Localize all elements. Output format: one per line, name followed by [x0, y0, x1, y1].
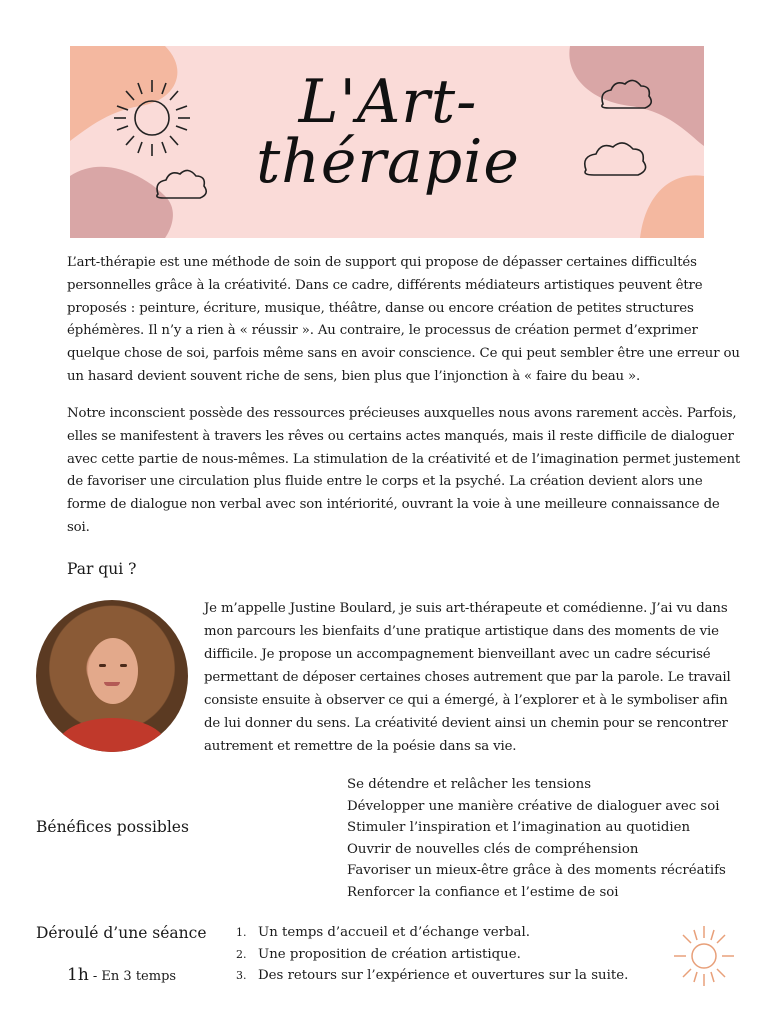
- step-number: 1.: [236, 926, 247, 939]
- banner-title: L'Art-thérapie: [256, 67, 520, 197]
- session-heading: Déroulé d’une séance: [36, 924, 207, 942]
- session-step: [236, 965, 628, 987]
- session-step: [236, 944, 628, 966]
- pink-blob: [70, 167, 173, 238]
- benefit-item: Développer une manière créative de dialoguer avec soi: [347, 798, 720, 814]
- benefit-item: Stimuler l’inspiration et l’imagination au quotidien: [347, 820, 691, 836]
- intro-paragraph-1: L’art-thérapie est une méthode de soin de support qui propose de dépasser certaines difficultés personnelles grâce à la créativité. Dans ce cadre, différents médiateurs artistiques peuvent être proposés : peinture, écriture, musique, théâtre, danse ou encore création de petites structures éphémères. Il n’y a rien à « réussir ». Au contraire, le processus de création permet d’exprimer quelque chose de soi, parfois même sans en avoir conscience. Ce qui peut sembler être une erreur ou un hasard devient souvent riche de sens, bien plus que l’injonction à « faire du beau ».: [67, 255, 740, 384]
- benefit-item: Se détendre et relâcher les tensions: [347, 777, 592, 792]
- avatar-mouth: [104, 682, 120, 686]
- benefit-item: Renforcer la confiance et l’estime de soi: [347, 884, 619, 900]
- about-heading: Par qui ?: [67, 560, 137, 578]
- benefits-heading: Bénéfices possibles: [36, 818, 189, 836]
- session-duration: [67, 965, 176, 985]
- session-steps: [236, 922, 628, 987]
- duration-value: 1h: [67, 965, 89, 985]
- avatar-face: [88, 638, 138, 704]
- duration-detail: - En 3 temps: [88, 969, 177, 984]
- benefit-item: Ouvrir de nouvelles clés de compréhension: [347, 841, 639, 857]
- step-number: 3.: [236, 969, 247, 983]
- avatar-shirt: [56, 718, 168, 752]
- step-text: Des retours sur l’expérience et ouvertures sur la suite.: [258, 968, 629, 984]
- benefits-list: [347, 774, 726, 904]
- about-paragraph: Je m’appelle Justine Boulard, je suis art-thérapeute et comédienne. J’ai vu dans mon parcours les bienfaits d’une pratique artistique dans des moments de vie difficile. Je propose un accompagnement bienveillant avec un cadre sécurisé permettant de déposer certaines choses autrement que par la parole. Le travail consiste ensuite à observer ce qui a émergé, à l’explorer et à le symboliser afin de lui donner du sens. La créativité devient ainsi un chemin pour se rencontrer autrement et remettre de la poésie dans sa vie.: [204, 601, 731, 754]
- peach-blob: [640, 175, 704, 238]
- session-step: [236, 922, 628, 944]
- benefit-item: Favoriser un mieux-être grâce à des moments récréatifs: [347, 863, 726, 879]
- header-banner: [70, 46, 704, 238]
- therapist-photo: [36, 600, 188, 752]
- intro-paragraph-2: Notre inconscient possède des ressources précieuses auxquelles nous avons rarement accès. Parfois, elles se manifestent à travers les rêves ou certains actes manqués, mais il reste difficile de dialoguer avec cette partie de nous-mêmes. La stimulation de la créativité et de l’imagination permet justement de favoriser une circulation plus fluide entre le corps et la psyché. La création devient alors une forme de dialogue non verbal avec son intériorité, ouvrant la voie à une meilleure connaissance de soi.: [67, 406, 741, 535]
- step-text: Un temps d’accueil et d’échange verbal.: [258, 925, 530, 940]
- step-text: Une proposition de création artistique.: [258, 946, 521, 962]
- sun-icon: [668, 920, 740, 992]
- step-number: 2.: [236, 947, 247, 961]
